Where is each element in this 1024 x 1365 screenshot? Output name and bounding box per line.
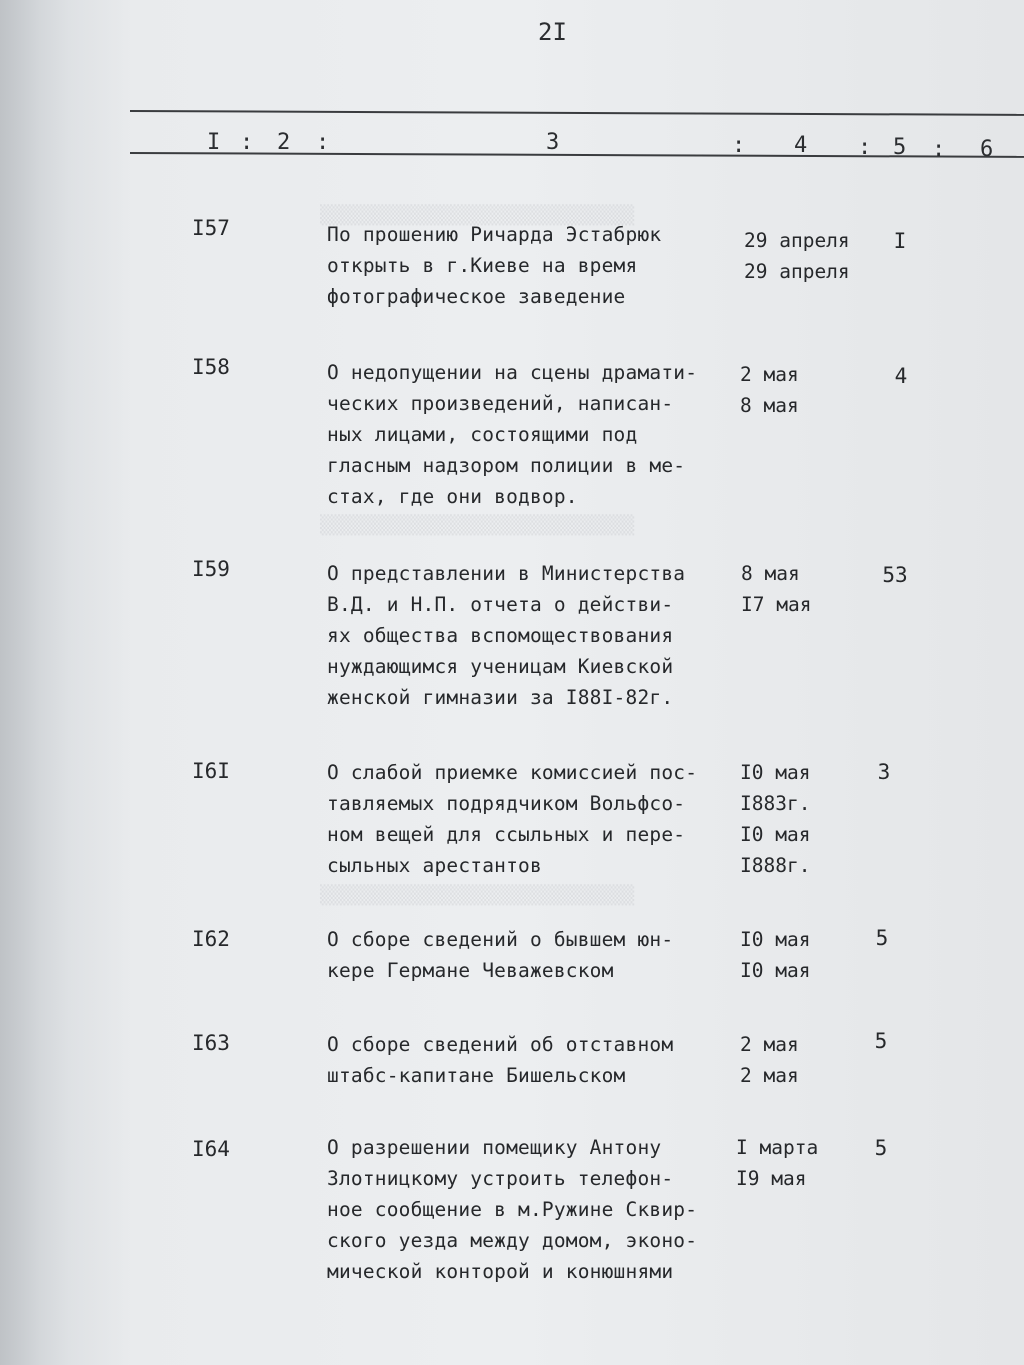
column-separator: : (858, 135, 872, 160)
entry-description: О недопущении на сцены драмати- ческих произведений, написан- ных лицами, состоящими под гласным надзором полиции в ме- стах, где они водвор. (327, 361, 698, 508)
column-header-1: I (207, 130, 221, 155)
header-top-rule (130, 110, 1024, 116)
entry-sheet-count: 53 (882, 563, 908, 587)
entry-description: О разрешении помещику Антону Злотницкому устроить телефон- ное сообщение в м.Ружине Сквир- ского уезда между домом, эконо- мической конторой и конюшнями (327, 1136, 698, 1283)
bleed-through: ▒▒▒▒▒▒▒▒▒▒▒▒▒▒▒▒▒▒▒▒▒▒▒▒▒▒▒▒▒ (320, 515, 635, 536)
entry-sheet-count: 4 (894, 364, 908, 388)
entry-dates: 2 мая 2 мая (740, 1033, 799, 1087)
entry-sheet-count: 5 (874, 1136, 888, 1160)
entry-description: О представлении в Министерства В.Д. и Н.П. отчета о действи- ях общества вспомоществования нуждающимся ученицам Киевской женской гимназии за I88I-82г. (327, 562, 686, 709)
entry-sheet-count: I (893, 229, 907, 253)
entry-dates: I0 мая I883г. I0 мая I888г. (740, 761, 811, 877)
column-header-6: 6 (980, 137, 994, 162)
column-separator: : (732, 133, 746, 158)
column-separator: : (316, 130, 330, 155)
column-header-4: 4 (794, 133, 808, 158)
entry-number: I57 (192, 216, 230, 240)
column-header-2: 2 (277, 130, 291, 155)
entry-dates: 29 апреля 29 апреля (744, 229, 850, 283)
entry-dates: 2 мая 8 мая (740, 363, 799, 417)
entry-number: I63 (192, 1031, 230, 1055)
entry-sheet-count: 5 (874, 1029, 888, 1053)
binding-shadow (0, 0, 135, 1365)
entry-number: I64 (192, 1137, 230, 1161)
column-separator: : (240, 130, 254, 155)
bleed-through: ▒▒▒▒▒▒▒▒▒▒▒▒▒▒▒▒▒▒▒▒▒▒▒▒▒▒▒▒▒ (320, 205, 635, 226)
entry-dates: 8 мая I7 мая (741, 562, 812, 616)
bleed-through: ▒▒▒▒▒▒▒▒▒▒▒▒▒▒▒▒▒▒▒▒▒▒▒▒▒▒▒▒▒ (320, 885, 635, 906)
entry-description: О сборе сведений о бывшем юн- кере Германе Чеважевском (327, 928, 674, 982)
entry-description: О сборе сведений об отставном штабс-капитане Бишельском (327, 1033, 674, 1087)
entry-dates: I марта I9 мая (736, 1136, 819, 1190)
entry-number: I6I (192, 759, 230, 783)
column-header-5: 5 (893, 135, 907, 160)
page-number: 2I (538, 18, 567, 46)
entry-sheet-count: 5 (875, 926, 889, 950)
entry-number: I58 (192, 355, 230, 379)
column-separator: : (932, 137, 946, 162)
entry-number: I62 (192, 927, 230, 951)
entry-dates: I0 мая I0 мая (740, 928, 811, 982)
entry-sheet-count: 3 (877, 760, 891, 784)
entry-number: I59 (192, 557, 230, 581)
header-bottom-rule (130, 152, 1024, 158)
entry-description: По прошению Ричарда Эстабрюк открыть в г.Киеве на время фотографическое заведение (327, 223, 662, 308)
entry-description: О слабой приемке комиссией пос- тавляемых подрядчиком Вольфсо- ном вещей для ссыльных и пере- сыльных арестантов (327, 761, 698, 877)
column-header-3: 3 (546, 130, 560, 155)
